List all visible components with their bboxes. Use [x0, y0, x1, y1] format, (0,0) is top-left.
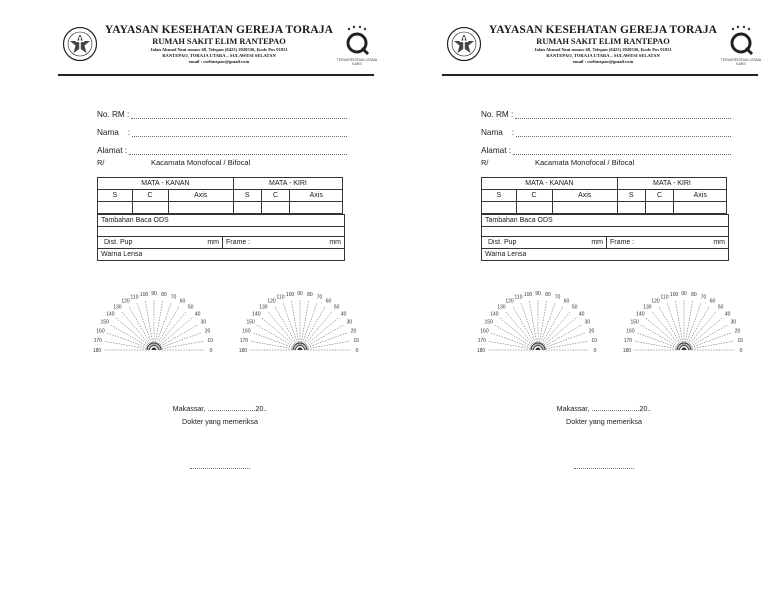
refraction-table	[97, 177, 343, 214]
axis-label: 70	[700, 294, 707, 301]
add-reading-label: Tambahan Baca ODS	[485, 217, 553, 224]
axis-tick-line	[489, 341, 533, 349]
frame-unit: mm	[329, 239, 341, 246]
pd-frame-row	[98, 237, 344, 249]
axis-tick-line	[129, 307, 152, 346]
signature-line[interactable]	[190, 468, 250, 469]
value-cell[interactable]	[645, 202, 674, 214]
col-c-left: C	[261, 190, 290, 202]
hospital-name: RUMAH SAKIT ELIM RANTEPAO	[152, 37, 286, 46]
axis-protractor	[466, 284, 743, 364]
axis-label: 110	[514, 294, 523, 301]
axis-label: 60	[563, 298, 570, 305]
axis-tick-line	[275, 307, 298, 346]
axis-label: 40	[724, 311, 731, 318]
axis-label: 70	[316, 294, 323, 301]
col-axis-right: Axis	[168, 190, 233, 202]
right-eye-header: MATA - KANAN	[482, 178, 618, 190]
rx-label: R/	[97, 158, 105, 167]
axis-label: 0	[355, 348, 359, 354]
value-cell[interactable]	[132, 202, 168, 214]
nama-colon: :	[511, 128, 515, 137]
field-alamat[interactable]	[481, 137, 731, 155]
nama-colon: :	[127, 128, 131, 137]
value-cell[interactable]	[233, 202, 261, 214]
dist-pup-unit: mm	[207, 239, 219, 246]
place-date: Makassar, ........................20..	[556, 404, 652, 413]
axis-label: 90	[151, 291, 157, 297]
axis-label: 60	[179, 298, 186, 305]
axis-label: 90	[297, 291, 303, 297]
axis-tick-line	[257, 325, 296, 348]
col-c-right: C	[516, 190, 552, 202]
axis-label: 30	[730, 319, 737, 326]
value-cell[interactable]	[674, 202, 727, 214]
axis-label: 160	[242, 328, 251, 335]
axis-tick-line	[305, 341, 349, 349]
pd-frame-row	[482, 237, 728, 249]
blank-row[interactable]	[98, 227, 344, 237]
no-rm-label: No. RM :	[481, 110, 514, 119]
axis-label: 10	[207, 338, 213, 345]
axis-label: 130	[643, 304, 652, 311]
col-axis-right: Axis	[552, 190, 617, 202]
col-c-left: C	[645, 190, 674, 202]
rx-value: Kacamata Monofocal / Bifocal	[151, 158, 251, 167]
axis-label: 140	[106, 311, 115, 318]
patient-fields	[97, 101, 347, 155]
dist-pup-cell[interactable]	[485, 237, 607, 248]
axis-tick-line	[495, 325, 534, 348]
alamat-label: Alamat :	[481, 146, 512, 155]
axis-tick-line	[685, 301, 693, 345]
refraction-table	[481, 177, 727, 214]
axis-label: 180	[92, 348, 102, 354]
axis-label: 110	[660, 294, 669, 301]
lens-color-row[interactable]	[482, 249, 728, 260]
axis-tick-line	[304, 325, 343, 348]
axis-label: 160	[480, 328, 489, 335]
axis-label: 80	[691, 291, 697, 298]
email-line: email : rselimrpao@gmail.com	[572, 59, 634, 64]
accreditation-logo	[720, 24, 762, 72]
col-s-left: S	[617, 190, 645, 202]
letterhead	[58, 20, 378, 76]
axis-label: 40	[194, 311, 201, 318]
field-nama[interactable]	[97, 119, 347, 137]
axis-label: 70	[170, 294, 177, 301]
axis-label: 170	[623, 338, 633, 345]
value-cell[interactable]	[98, 202, 133, 214]
axis-label: 90	[681, 291, 687, 297]
kars-icon	[340, 24, 374, 58]
axis-tick-line	[155, 301, 163, 345]
axis-label: 120	[267, 298, 276, 305]
nama-label: Nama	[97, 128, 119, 137]
axis-label: 100	[523, 291, 533, 298]
lens-color-label: Warna Lensa	[101, 251, 143, 258]
axis-label: 130	[497, 304, 506, 311]
axis-label: 180	[622, 348, 632, 354]
protractor-hub	[152, 348, 156, 350]
axis-label: 150	[100, 319, 109, 326]
axis-label: 140	[636, 311, 645, 318]
doctor-label: Dokter yang memeriksa	[182, 417, 258, 426]
header-rule	[58, 74, 374, 76]
value-cell[interactable]	[552, 202, 617, 214]
axis-label: 140	[252, 311, 261, 318]
field-no-rm[interactable]	[481, 101, 731, 119]
col-s-left: S	[233, 190, 261, 202]
place-date: Makassar, ........................20..	[172, 404, 268, 413]
axis-tick-line	[291, 301, 299, 345]
prescription-form-right	[384, 0, 768, 594]
axis-label: 10	[591, 338, 597, 345]
axis-label: 20	[734, 328, 741, 335]
axis-label: 100	[669, 291, 679, 298]
axis-tick-line	[675, 301, 683, 345]
add-reading-row[interactable]	[98, 215, 344, 227]
axis-label: 120	[121, 298, 130, 305]
axis-label: 30	[584, 319, 591, 326]
axis-label: 50	[333, 304, 340, 311]
col-s-right: S	[482, 190, 517, 202]
no-rm-label: No. RM :	[97, 110, 130, 119]
axis-tick-line	[158, 325, 197, 348]
city-line: RANTEPAO, TORAJA UTARA – SULAWESI SELATAN	[546, 53, 660, 58]
axis-tick-line	[542, 325, 581, 348]
axis-tick-line	[159, 341, 203, 349]
axis-tick-line	[529, 301, 537, 345]
blank-row[interactable]	[482, 227, 728, 237]
left-eye-header: MATA - KIRI	[233, 178, 342, 190]
signature-block	[150, 404, 290, 430]
axis-label: 90	[535, 291, 541, 297]
dist-pup-label: Dist. Pup	[104, 239, 133, 246]
lens-color-row[interactable]	[98, 249, 344, 260]
axis-tick-line	[543, 341, 587, 349]
frame-unit: mm	[713, 239, 725, 246]
org-title: YAYASAN KESEHATAN GEREJA TORAJA	[104, 24, 334, 36]
axis-tick-line	[301, 301, 309, 345]
axis-label: 150	[484, 319, 493, 326]
axis-label: 130	[259, 304, 268, 311]
church-emblem-icon	[446, 26, 482, 62]
axis-label: 150	[630, 319, 639, 326]
axis-label: 160	[96, 328, 105, 335]
axis-label: 30	[200, 319, 207, 326]
axis-label: 80	[161, 291, 167, 298]
axis-label: 50	[571, 304, 578, 311]
axis-tick-line	[157, 307, 180, 346]
kars-icon	[724, 24, 758, 58]
email-line: email : rselimrpao@gmail.com	[188, 59, 250, 64]
axis-protractor	[82, 284, 359, 364]
axis-label: 10	[737, 338, 743, 345]
doctor-label: Dokter yang memeriksa	[566, 417, 642, 426]
axis-label: 0	[739, 348, 743, 354]
frame-label: Frame :	[226, 239, 251, 246]
additional-table	[97, 214, 345, 261]
right-eye-header: MATA - KANAN	[98, 178, 234, 190]
axis-label: 50	[717, 304, 724, 311]
field-nama[interactable]	[481, 119, 731, 137]
axis-tick-line	[303, 307, 326, 346]
accreditation-caption: TERAKREDITASI UTAMA KARS	[336, 58, 378, 66]
dist-pup-unit: mm	[591, 239, 603, 246]
axis-tick-line	[513, 307, 536, 346]
axis-tick-line	[145, 301, 153, 345]
axis-label: 50	[187, 304, 194, 311]
axis-label: 120	[651, 298, 660, 305]
axis-label: 60	[325, 298, 332, 305]
signature-block	[534, 404, 674, 430]
axis-tick-line	[688, 325, 727, 348]
axis-label: 80	[307, 291, 313, 298]
axis-tick-line	[635, 341, 679, 349]
axis-label: 180	[238, 348, 248, 354]
city-line: RANTEPAO, TORAJA UTARA – SULAWESI SELATAN	[162, 53, 276, 58]
add-reading-row[interactable]	[482, 215, 728, 227]
axis-label: 140	[490, 311, 499, 318]
axis-label: 100	[139, 291, 149, 298]
dist-pup-label: Dist. Pup	[488, 239, 517, 246]
protractor-hub	[298, 348, 302, 350]
axis-label: 20	[588, 328, 595, 335]
axis-label: 150	[246, 319, 255, 326]
value-cell[interactable]	[261, 202, 290, 214]
protractor-hub	[682, 348, 686, 350]
field-alamat[interactable]	[97, 137, 347, 155]
address-line: Jalan Ahmad Yani nomor 68, Telepon (0423) 2920526, Kode Pos 91831	[534, 47, 672, 52]
rx-value: Kacamata Monofocal / Bifocal	[535, 158, 635, 167]
value-cell[interactable]	[482, 202, 517, 214]
axis-tick-line	[641, 325, 680, 348]
left-eye-header: MATA - KIRI	[617, 178, 726, 190]
axis-label: 120	[505, 298, 514, 305]
axis-tick-line	[541, 307, 564, 346]
axis-tick-line	[105, 341, 149, 349]
additional-table	[481, 214, 729, 261]
col-axis-left: Axis	[290, 190, 343, 202]
frame-cell[interactable]	[607, 237, 728, 248]
axis-label: 170	[477, 338, 487, 345]
axis-tick-line	[539, 301, 547, 345]
frame-label: Frame :	[610, 239, 635, 246]
axis-label: 30	[346, 319, 353, 326]
axis-label: 80	[545, 291, 551, 298]
col-c-right: C	[132, 190, 168, 202]
axis-tick-line	[659, 307, 682, 346]
value-cell[interactable]	[516, 202, 552, 214]
axis-label: 70	[554, 294, 561, 301]
patient-fields	[481, 101, 731, 155]
axis-label: 60	[709, 298, 716, 305]
axis-label: 100	[285, 291, 295, 298]
col-s-right: S	[98, 190, 133, 202]
nama-label: Nama	[481, 128, 503, 137]
lens-color-label: Warna Lensa	[485, 251, 527, 258]
protractor-hub	[536, 348, 540, 350]
frame-cell[interactable]	[223, 237, 344, 248]
letterhead	[442, 20, 762, 76]
header-rule	[442, 74, 758, 76]
alamat-label: Alamat :	[97, 146, 128, 155]
hospital-name: RUMAH SAKIT ELIM RANTEPAO	[536, 37, 670, 46]
axis-label: 130	[113, 304, 122, 311]
org-title: YAYASAN KESEHATAN GEREJA TORAJA	[488, 24, 718, 36]
accreditation-logo	[336, 24, 378, 72]
axis-label: 110	[130, 294, 139, 301]
address-line: Jalan Ahmad Yani nomor 68, Telepon (0423) 2920526, Kode Pos 91831	[150, 47, 288, 52]
church-emblem-icon	[62, 26, 98, 62]
axis-label: 110	[276, 294, 285, 301]
axis-label: 160	[626, 328, 635, 335]
col-axis-left: Axis	[674, 190, 727, 202]
axis-label: 20	[350, 328, 357, 335]
axis-label: 0	[593, 348, 597, 354]
axis-tick-line	[111, 325, 150, 348]
axis-label: 20	[204, 328, 211, 335]
axis-label: 40	[340, 311, 347, 318]
axis-label: 170	[93, 338, 103, 345]
axis-tick-line	[689, 341, 733, 349]
signature-line[interactable]	[574, 468, 634, 469]
axis-label: 10	[353, 338, 359, 345]
accreditation-caption: TERAKREDITASI UTAMA KARS	[720, 58, 762, 66]
axis-tick-line	[251, 341, 295, 349]
add-reading-label: Tambahan Baca ODS	[101, 217, 169, 224]
axis-label: 180	[476, 348, 486, 354]
value-cell[interactable]	[617, 202, 645, 214]
axis-label: 0	[209, 348, 213, 354]
axis-label: 40	[578, 311, 585, 318]
axis-label: 170	[239, 338, 249, 345]
dist-pup-cell[interactable]	[101, 237, 223, 248]
value-cell[interactable]	[290, 202, 343, 214]
value-cell[interactable]	[168, 202, 233, 214]
field-no-rm[interactable]	[97, 101, 347, 119]
axis-tick-line	[687, 307, 710, 346]
rx-label: R/	[481, 158, 489, 167]
